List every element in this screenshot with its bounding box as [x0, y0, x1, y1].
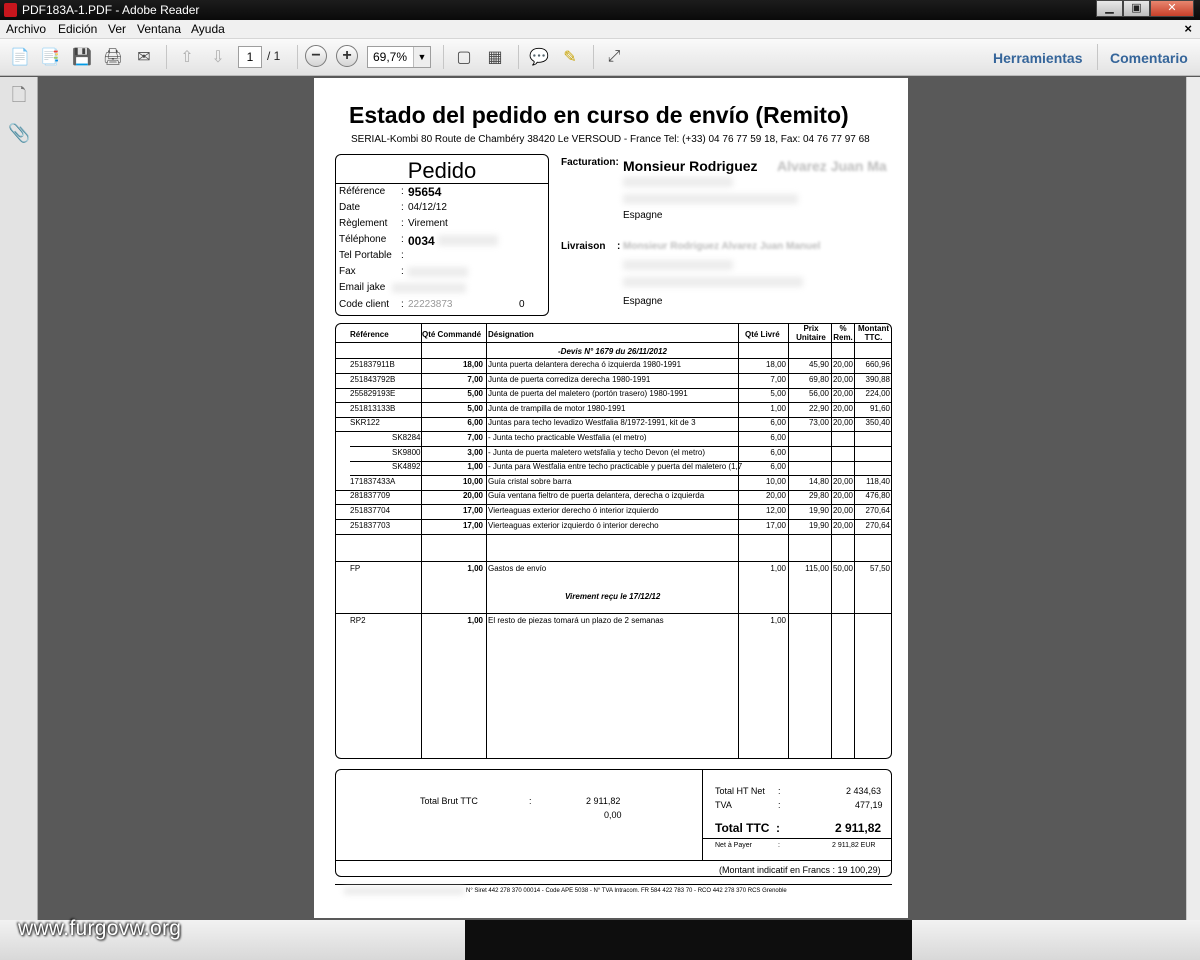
vertical-scrollbar[interactable] [1186, 77, 1200, 920]
row-amount: 390,88 [865, 374, 890, 384]
rp2-delivered: 1,00 [770, 616, 786, 625]
row-ref: 281837709 [350, 491, 391, 501]
fp-desc: Gastos de envío [488, 564, 547, 573]
pages-thumbnail-icon[interactable]: 🗋 [11, 85, 27, 105]
print-icon[interactable]: 🖨 [102, 49, 124, 66]
row-desc: - Junta de puerta maletero wetsfalia y techo Devon (el metro) [488, 447, 705, 457]
zoom-in-button[interactable]: + [336, 45, 358, 67]
row-ref: 251843792B [350, 374, 396, 384]
row-qty: 7,00 [467, 433, 483, 442]
row-delivered: 1,00 [770, 403, 786, 413]
total-ht-label: Total HT Net [715, 786, 765, 796]
adobe-reader-icon [4, 3, 17, 17]
delivery-name: Monsieur Rodriguez Alvarez Juan Manuel [623, 241, 821, 252]
row-desc: Juntas para techo levadizo Westfalia 8/1972-1991, kit de 3 [488, 418, 696, 428]
row-qty: 18,00 [462, 360, 483, 369]
row-delivered: 18,00 [765, 360, 786, 369]
chevron-down-icon[interactable]: ▼ [413, 47, 430, 67]
save-icon[interactable]: 💾 [72, 49, 92, 66]
rp2-desc: El resto de piezas tomará un plazo de 2 semanas [488, 616, 664, 625]
row-price: 29,80 [808, 491, 829, 501]
tva-value: 477,19 [855, 800, 883, 810]
virement-note: Virement reçu le 17/12/12 [565, 592, 661, 601]
row-discount: 20,00 [832, 374, 853, 384]
document-title: Estado del pedido en curso de envío (Remito) [349, 102, 849, 128]
row-ref: 251813133B [350, 403, 396, 413]
row-delivered: 6,00 [770, 447, 786, 457]
field-value-reference: 95654 [408, 185, 442, 199]
field-label: Fax [339, 266, 356, 277]
col-header-amount: Montant TTC. [857, 324, 890, 342]
row-amount: 270,64 [865, 506, 890, 515]
row-desc: Guía ventana fieltro de puerta delantera, derecha o izquierda [488, 491, 705, 501]
row-delivered: 17,00 [765, 520, 786, 530]
row-discount: 20,00 [832, 418, 853, 428]
row-delivered: 5,00 [770, 389, 786, 399]
window-title: PDF183A-1.PDF - Adobe Reader [22, 3, 200, 17]
row-qty: 5,00 [467, 389, 483, 399]
create-pdf-icon[interactable]: 📄 [10, 49, 30, 66]
fp-ref: FP [350, 564, 361, 573]
row-desc: Junta de trampilla de motor 1980-1991 [488, 403, 626, 413]
row-qty: 1,00 [467, 462, 483, 472]
col-header-ref: Référence [350, 330, 389, 339]
row-discount: 20,00 [832, 360, 853, 369]
row-amount: 476,80 [865, 491, 890, 501]
taskbar-item[interactable] [912, 920, 1200, 960]
row-desc: Junta de puerta corrediza derecha 1980-1991 [488, 374, 651, 384]
row-amount: 91,60 [869, 403, 890, 413]
close-button[interactable]: ✕ [1150, 0, 1194, 17]
row-qty: 17,00 [462, 506, 483, 515]
row-ref: 251837704 [350, 506, 391, 515]
fp-amount: 57,50 [869, 564, 890, 573]
pdf-page: Estado del pedido en curso de envío (Remito) SERIAL-Kombi 80 Route de Chambéry 38420 Le VERSOUD - France Tel: (+33) 04 76 77 59 18, Fax: 04 76 77 97 68 Pedido Référence : 95654 Date : 04/12/12 Règlement : Virement Téléphone : 0034 Tel Portable : Fax : Email jake Code client : 22223873 0 Facturation: Monsieur Rodriguez Alvarez Juan Ma Espagne Livraison : Monsieur Rodriguez Alvarez Juan Manuel Espagne Référence Qté Commandé Désignation Qté Livré Prix Unitaire % Rem. Montant TTC. -Devis N° 1679 du 26/11/2012 251837911B 18,00 Junta puerta delantera derecha ó izquierda 1980-1991 18,00 45,90 20,00 660,96 251843792B 7,00 Junta de puerta corrediza derecha 1980-1991 7,00 69,80 20,00 390,88 255829193E 5,00 Junta de puerta del maletero (portón trasero) 1980-1991 5,00 56,00 20,00 224,00 251813133B 5,00 Junta de trampilla de motor 1980-1991 1,00 22,90 20,00 91,60 SKR122 6,00 Juntas para techo levadizo Westfalia 8/1972-1991, kit de 3 6,00 73,00 20,00 350,40 SK8284 7,00 - Junta techo practicable Westfalia (el metro) 6,00 SK9800 3,00 - Junta de puerta maletero wetsfalia y techo Devon (el metro) 6,00 SK4892 1,00 - Junta para Westfalia entre techo practicable y puerta del maletero (1,7 6,00 171837433A 10,00 Guía cristal sobre barra 10,00 14,80 20,00 118,40 281837709 20,00 Guía ventana fieltro de puerta delantera, derecha o izquierda 20,00 29,80 20,00 476,80 251837704 17,00 Vierteaguas exterior derecho ó interior izquierdo 12,00 19,90 20,00 270,64 251837703 17,00 Vierteaguas exterior izquierdo ó interior derecho 17,00 19,90 20,00 270,64 FP 1,00 Gastos de envío 1,00 115,00 50,00 57,50 Virement reçu le 17/12/12 RP2 1,00 El resto de piezas tomará un plazo de 2 semanas 1,00 Total Brut TTC : 2 911,82 0,00 Total HT Net : 2 434,63 TVA : 477,19 Total TTC : 2 911,82 Net à Payer : 2 911,82 EUR (Montant indicatif en Francs : 19 100,29) N° Siret 442 278 370 00014 - Code APE 5038 - N° TVA Intracom. FR 584 422 783 70 - RCO 442 278 370 RCS Grenoble [314, 78, 908, 918]
menu-edicion[interactable]: Edición [58, 22, 98, 36]
row-discount: 20,00 [832, 506, 853, 515]
row-discount: 20,00 [832, 520, 853, 530]
field-label: Code client [339, 299, 390, 310]
fit-width-icon[interactable]: ▦ [487, 49, 503, 66]
row-delivered: 7,00 [770, 374, 786, 384]
field-label: Date [339, 202, 361, 213]
zoom-value: 69,7% [373, 50, 408, 64]
fp-qty: 1,00 [467, 564, 483, 573]
tva-label: TVA [715, 800, 732, 810]
row-amount: 224,00 [865, 389, 890, 399]
code-client-extra: 0 [519, 299, 525, 310]
window-titlebar [0, 0, 1200, 20]
billing-label: Facturation: [561, 157, 619, 168]
row-divider [336, 534, 891, 535]
row-discount: 20,00 [832, 403, 853, 413]
row-desc: Vierteaguas exterior derecho ó interior izquierdo [488, 506, 659, 515]
row-qty: 3,00 [467, 447, 483, 457]
col-header-unit-price: Prix Unitaire [796, 324, 826, 342]
field-label: Téléphone [339, 234, 387, 245]
field-value-reglement: Virement [408, 218, 448, 229]
row-ref: SKR122 [350, 418, 380, 428]
next-page-icon[interactable]: ⇩ [211, 49, 225, 66]
total-ttc-value: 2 911,82 [835, 821, 882, 835]
email-icon[interactable]: ✉ [137, 49, 151, 66]
francs-note: (Montant indicatif en Francs : 19 100,29) [719, 865, 881, 875]
maximize-button[interactable]: ▣ [1123, 0, 1150, 17]
row-qty: 20,00 [462, 491, 483, 501]
total-brut-value: 2 911,82 [586, 796, 621, 806]
row-desc: Vierteaguas exterior izquierdo ó interior derecho [488, 520, 659, 530]
delivery-label: Livraison [561, 241, 606, 252]
field-label: Règlement [339, 218, 388, 229]
minimize-button[interactable]: ▁ [1096, 0, 1123, 17]
row-desc: - Junta para Westfalia entre techo practicable y puerta del maletero (1,7 [488, 462, 743, 472]
order-heading: Pedido [407, 158, 477, 183]
previous-page-icon[interactable]: ⇧ [180, 49, 194, 66]
document-close-icon[interactable]: × [1184, 21, 1192, 36]
fp-delivered: 1,00 [770, 564, 786, 573]
field-label: Tel Portable [339, 250, 392, 261]
row-ref: SK4892 [392, 462, 421, 472]
highlight-icon[interactable]: ✎ [563, 49, 577, 66]
billing-country: Espagne [623, 210, 663, 221]
net-label: Net à Payer [715, 842, 752, 849]
row-price: 69,80 [808, 374, 829, 384]
row-price: 19,90 [808, 520, 829, 530]
page-number-input[interactable]: 1 [238, 46, 262, 68]
attachments-paperclip-icon[interactable]: 📎 [8, 123, 31, 143]
field-value-code-client: 22223873 [408, 299, 453, 310]
row-qty: 17,00 [462, 520, 483, 530]
row-desc: Junta de puerta del maletero (portón trasero) 1980-1991 [488, 389, 688, 399]
col-header-qty-delivered: Qté Livré [745, 330, 780, 339]
page-total: / 1 [267, 49, 281, 63]
total-ttc-label: Total TTC [715, 821, 770, 835]
totals-box: Total Brut TTC : 2 911,82 0,00 Total HT Net : 2 434,63 TVA : 477,19 Total TTC : 2 911,82 Net à Payer : 2 911,82 EUR (Montant indicatif en Francs : 19 100,29) [335, 769, 892, 877]
row-price: 14,80 [808, 476, 829, 486]
row-delivered: 10,00 [765, 476, 786, 486]
field-value-date: 04/12/12 [408, 202, 447, 213]
devis-line: -Devis N° 1679 du 26/11/2012 [558, 347, 667, 356]
fp-discount: 50,00 [832, 564, 853, 573]
total-ht-value: 2 434,63 [846, 786, 882, 796]
col-header-designation: Désignation [488, 330, 534, 339]
comment-link[interactable]: Comentario [1110, 50, 1188, 66]
menu-bar [0, 20, 1200, 39]
net-value: 2 911,82 EUR [832, 842, 876, 849]
col-header-discount: % Rem. [833, 324, 853, 342]
row-price: 22,90 [808, 403, 829, 413]
row-qty: 5,00 [467, 403, 483, 413]
row-discount: 20,00 [832, 389, 853, 399]
row-price: 73,00 [808, 418, 829, 428]
row-ref: 251837703 [350, 520, 391, 530]
open-pdf-icon[interactable]: 📑 [40, 49, 60, 66]
total-brut-extra: 0,00 [604, 810, 622, 820]
row-qty: 6,00 [467, 418, 483, 428]
row-ref: 255829193E [350, 389, 396, 399]
fullscreen-icon[interactable]: ⤢ [607, 48, 621, 65]
navigation-panel [0, 77, 38, 920]
row-ref: SK9800 [392, 447, 421, 457]
watermark: www.furgovw.org [18, 917, 182, 940]
document-subtitle: SERIAL-Kombi 80 Route de Chambéry 38420 Le VERSOUD - France Tel: (+33) 04 76 77 59 18, Fax: 04 76 77 97 68 [351, 134, 870, 145]
fit-page-icon[interactable]: ▢ [456, 49, 472, 66]
billing-name: Monsieur Rodriguez [623, 158, 758, 174]
row-delivered: 20,00 [765, 491, 786, 501]
delivery-country: Espagne [623, 296, 663, 307]
row-desc: Junta puerta delantera derecha ó izquierda 1980-1991 [488, 360, 682, 369]
col-header-qty-ordered: Qté Commandé [422, 330, 482, 339]
items-table [335, 323, 892, 759]
row-amount: 118,40 [866, 476, 890, 486]
menu-ayuda[interactable]: Ayuda [191, 22, 225, 36]
zoom-select[interactable] [367, 46, 431, 68]
row-qty: 10,00 [462, 476, 483, 486]
row-desc: - Junta techo practicable Westfalia (el metro) [488, 433, 647, 442]
row-desc: Guía cristal sobre barra [488, 476, 572, 486]
legal-footer: N° Siret 442 278 370 00014 - Code APE 5038 - N° TVA Intracom. FR 584 422 783 70 - RCO 442 278 370 RCS Grenoble [466, 888, 787, 894]
row-price: 45,90 [808, 360, 829, 369]
menu-ventana[interactable]: Ventana [137, 22, 182, 36]
row-delivered: 6,00 [770, 418, 786, 428]
row-qty: 7,00 [467, 374, 483, 384]
field-value-email: jake [367, 282, 386, 293]
comment-note-icon[interactable]: 💬 [529, 49, 549, 66]
field-value-telephone: 0034 [408, 234, 435, 248]
billing-name-blurred: Alvarez Juan Ma [777, 158, 887, 174]
field-label: Référence [339, 186, 386, 197]
rp2-ref: RP2 [350, 616, 366, 625]
rp2-qty: 1,00 [467, 616, 483, 625]
menu-ver[interactable]: Ver [108, 22, 127, 36]
zoom-out-button[interactable]: − [305, 45, 327, 67]
order-box: Pedido Référence : 95654 Date : 04/12/12 Règlement : Virement Téléphone : 0034 Tel Portable : Fax : Email jake Code client : 22223873 0 [335, 154, 549, 316]
row-price: 56,00 [808, 389, 829, 399]
row-amount: 270,64 [865, 520, 890, 530]
row-delivered: 6,00 [770, 433, 786, 442]
tools-link[interactable]: Herramientas [993, 50, 1083, 66]
row-delivered: 12,00 [765, 506, 786, 515]
row-price: 19,90 [808, 506, 829, 515]
row-discount: 20,00 [832, 491, 853, 501]
total-brut-label: Total Brut TTC [420, 796, 478, 806]
menu-archivo[interactable]: Archivo [6, 22, 47, 36]
row-ref: SK8284 [392, 433, 421, 442]
row-ref: 171837433A [350, 476, 396, 486]
row-discount: 20,00 [832, 476, 853, 486]
row-amount: 660,96 [865, 360, 890, 369]
field-label: Email [339, 282, 365, 293]
fp-price: 115,00 [805, 564, 829, 573]
row-delivered: 6,00 [770, 462, 786, 472]
row-ref: 251837911B [350, 360, 395, 369]
row-amount: 350,40 [865, 418, 890, 428]
